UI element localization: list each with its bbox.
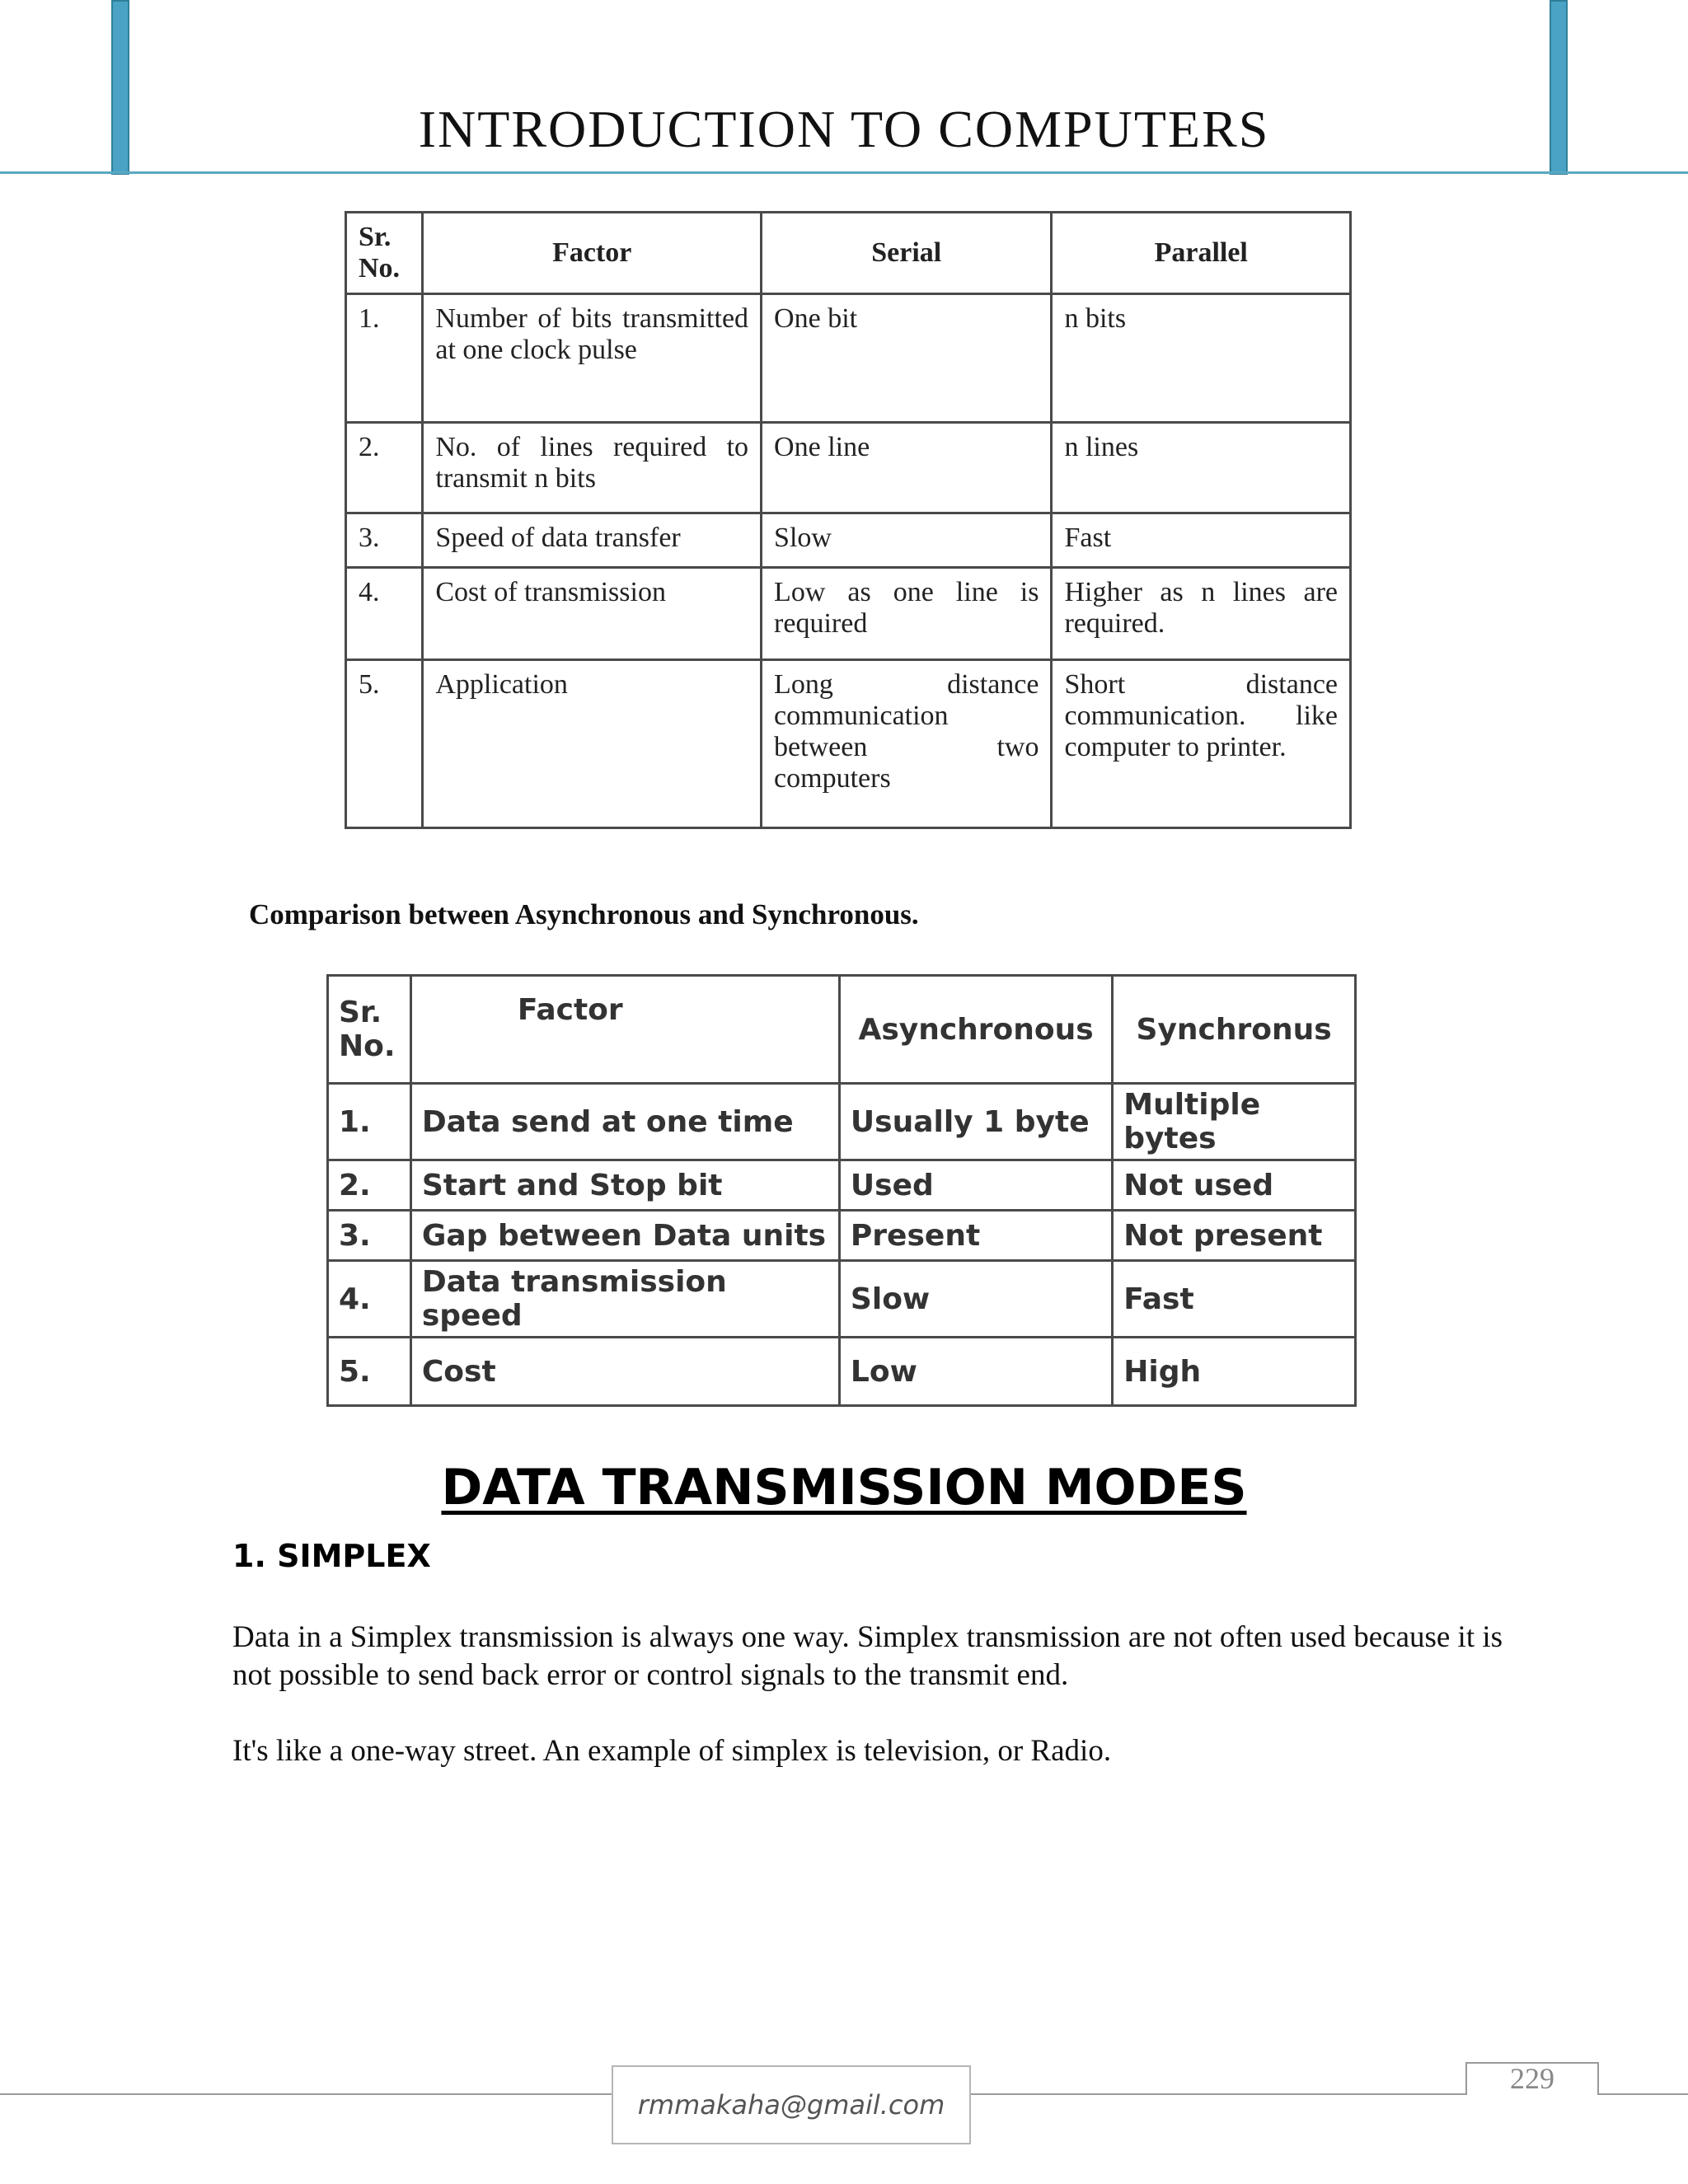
cell-factor: Speed of data transfer [423, 513, 762, 568]
cell-sr-no: 4. [346, 568, 423, 660]
paragraph: Data in a Simplex transmission is always one way. Simplex transmission are not often used because it is not possible to send back error or control signals to the transmit end. [232, 1620, 1503, 1692]
cell-synchronus: Multiple bytes [1113, 1084, 1356, 1160]
col-header-synchronus: Synchronus [1113, 976, 1356, 1084]
cell-asynchronous: Present [839, 1211, 1112, 1261]
footer-email: rmmakaha@gmail.com [612, 2065, 971, 2144]
table-header-row [346, 213, 1351, 294]
cell-asynchronous: Used [839, 1160, 1112, 1211]
table-row [346, 513, 1351, 568]
cell-serial: Long distance communication between two computers [762, 660, 1052, 828]
cell-factor: Data send at one time [410, 1084, 839, 1160]
cell-factor: Start and Stop bit [410, 1160, 839, 1211]
cell-asynchronous: Low [839, 1338, 1112, 1406]
cell-sr-no: 5. [346, 660, 423, 828]
cell-serial: One bit [762, 294, 1052, 423]
cell-sr-no: 5. [328, 1338, 411, 1406]
cell-factor: Number of bits transmitted at one clock pulse [423, 294, 762, 423]
cell-synchronus: High [1113, 1338, 1356, 1406]
table-row [328, 1160, 1356, 1211]
table-row [346, 294, 1351, 423]
cell-sr-no: 1. [328, 1084, 411, 1160]
cell-parallel: n bits [1052, 294, 1351, 423]
header-rule [0, 171, 1688, 174]
cell-sr-no: 4. [328, 1261, 411, 1338]
table-row [346, 568, 1351, 660]
table-row [328, 1084, 1356, 1160]
col-header-factor: Factor [410, 976, 839, 1084]
cell-asynchronous: Slow [839, 1261, 1112, 1338]
table-row [328, 1338, 1356, 1406]
table-row [328, 1261, 1356, 1338]
cell-parallel: Higher as n lines are required. [1052, 568, 1351, 660]
cell-factor: Cost [410, 1338, 839, 1406]
footer-rule [1599, 2093, 1688, 2095]
cell-synchronus: Not used [1113, 1160, 1356, 1211]
col-header-serial: Serial [762, 213, 1052, 294]
cell-factor: Cost of transmission [423, 568, 762, 660]
footer-rule [0, 2093, 612, 2095]
cell-synchronus: Fast [1113, 1261, 1356, 1338]
page-number: 229 [1465, 2062, 1599, 2095]
col-header-factor: Factor [423, 213, 762, 294]
table2-caption: Comparison between Asynchronous and Synchronous. [249, 898, 919, 930]
table-header-row [328, 976, 1356, 1084]
col-header-asynchronous: Asynchronous [839, 976, 1112, 1084]
cell-sr-no: 2. [346, 423, 423, 513]
section-subtitle: 1. SIMPLEX [232, 1538, 431, 1574]
cell-factor: Data transmission speed [410, 1261, 839, 1338]
table-row [346, 423, 1351, 513]
table-row [328, 1211, 1356, 1261]
cell-parallel: n lines [1052, 423, 1351, 513]
cell-sr-no: 2. [328, 1160, 411, 1211]
serial-parallel-table [345, 211, 1352, 829]
cell-sr-no: 1. [346, 294, 423, 423]
section-title: DATA TRANSMISSION MODES [441, 1459, 1247, 1516]
cell-sr-no: 3. [346, 513, 423, 568]
table-row [346, 660, 1351, 828]
cell-factor: Gap between Data units [410, 1211, 839, 1261]
footer-rule [971, 2093, 1465, 2095]
col-header-sr-no: Sr. No. [328, 976, 411, 1084]
async-sync-table [326, 974, 1357, 1407]
col-header-sr-no: Sr. No. [346, 213, 423, 294]
cell-serial: One line [762, 423, 1052, 513]
cell-synchronus: Not present [1113, 1211, 1356, 1261]
cell-parallel: Fast [1052, 513, 1351, 568]
cell-sr-no: 3. [328, 1211, 411, 1261]
cell-serial: Slow [762, 513, 1052, 568]
cell-asynchronous: Usually 1 byte [839, 1084, 1112, 1160]
cell-factor: No. of lines required to transmit n bits [423, 423, 762, 513]
cell-factor: Application [423, 660, 762, 828]
paragraph: It's like a one-way street. An example of simplex is television, or Radio. [232, 1734, 1112, 1768]
col-header-parallel: Parallel [1052, 213, 1351, 294]
cell-serial: Low as one line is required [762, 568, 1052, 660]
page-header-title: INTRODUCTION TO COMPUTERS [418, 100, 1270, 158]
cell-parallel: Short distance communication. like computer to printer. [1052, 660, 1351, 828]
